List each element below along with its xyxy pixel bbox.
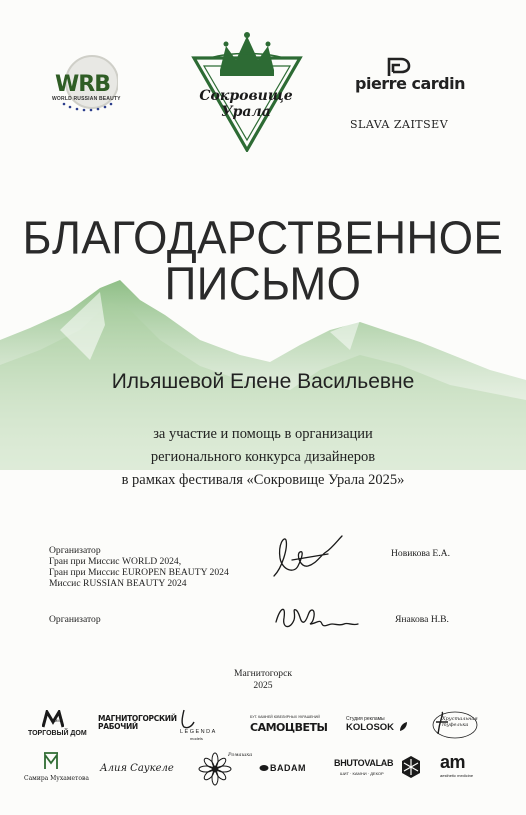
reason-line3: в рамках фестиваля «Сокровище Урала 2025» <box>121 472 405 488</box>
kolosok-leaf-icon <box>398 721 408 732</box>
organizer-1-name: Новикова Е.А. <box>391 548 451 559</box>
sponsor-bhutovalab: BHUTOVALAB <box>334 758 394 768</box>
organizer-1-label: Организатор <box>49 545 101 556</box>
signature-2 <box>270 598 362 638</box>
samira-logo-icon <box>42 751 60 771</box>
place-and-year <box>0 668 526 692</box>
sponsor-samira-mukhametova: Самира Мухаметова <box>24 775 89 782</box>
daisy-logo-icon <box>198 752 232 786</box>
organizer-2-label: Организатор <box>49 614 101 625</box>
sponsor-legenda: LEGENDA <box>180 729 217 735</box>
sponsor-kolosok-sub: Студия рекламы <box>346 716 385 722</box>
crown-logo-text <box>196 88 296 120</box>
sponsor-aliya-saukele: Алия Саукеле <box>100 763 174 774</box>
reason-line1: за участие и помощь в организации <box>153 426 373 442</box>
sponsor-badam: BADAM <box>270 763 306 773</box>
sponsor-kolosok: KOLOSOK <box>346 722 395 733</box>
wrb-logo-text: WRB <box>55 72 110 97</box>
organizer-2-name: Янакова Н.В. <box>395 614 449 625</box>
pierre-cardin-logo-text: pierre cardin <box>355 74 465 93</box>
sponsor-samotsvety-sub: БУТ. КАМНЕЙ ЮВЕЛИРНЫХ УКРАШЕНИЙ <box>250 715 320 719</box>
reason-line2: регионального конкурса дизайнеров <box>150 449 376 465</box>
signature-1 <box>264 530 346 590</box>
year: 2025 <box>253 680 273 691</box>
sponsor-mmk-sub: ММК <box>54 718 63 723</box>
slava-zaitsev-logo-text: SLAVA ZAITSEV <box>350 118 449 131</box>
sponsor-bhutovalab-sub: ШИТ · КАМНИ · ДЕКОР <box>340 771 384 776</box>
sponsor-romashka: Ромашка <box>228 752 253 758</box>
sponsor-magnitogorsky-rabochy: МАГНИТОГОРСКИЙ РАБОЧИЙ <box>98 714 177 731</box>
sponsor-torgovy-dom: ТОРГОВЫЙ ДОМ <box>28 730 87 737</box>
wrb-logo-subtitle: WORLD RUSSIAN BEAUTY <box>52 96 121 102</box>
crown-text-line2: Урала <box>221 104 271 120</box>
recipient-name: Ильяшевой Елене Васильевне <box>111 370 415 393</box>
snowflake-logo-icon <box>400 755 422 779</box>
sponsor-samotsvety: САМОЦВЕТЫ <box>250 721 328 734</box>
legenda-logo-icon <box>178 708 198 730</box>
organizer-block-1 <box>49 545 229 589</box>
document-title-line2: ПИСЬМО <box>164 258 362 311</box>
organizer-1-title-1: Гран при Миссис WORLD 2024, <box>49 556 182 567</box>
badam-almond-icon <box>259 764 269 772</box>
sponsor-am-sub: aesthetic medicine <box>440 773 474 778</box>
crown-text-line1: Сокровище <box>199 88 293 104</box>
organizer-1-title-3: Миссис RUSSIAN BEAUTY 2024 <box>49 578 187 589</box>
organizer-1-title-2: Гран при Миссис EUROPEN BEAUTY 2024 <box>49 567 229 578</box>
sponsor-khrustalnaya-tufelka: Хрустальная туфелька <box>442 716 478 728</box>
sponsor-legenda-sub: models <box>190 736 203 741</box>
document-title-line1: БЛАГОДАРСТВЕННОЕ <box>22 212 504 265</box>
sponsor-am: am <box>440 752 466 772</box>
city: Магнитогорск <box>233 668 293 679</box>
